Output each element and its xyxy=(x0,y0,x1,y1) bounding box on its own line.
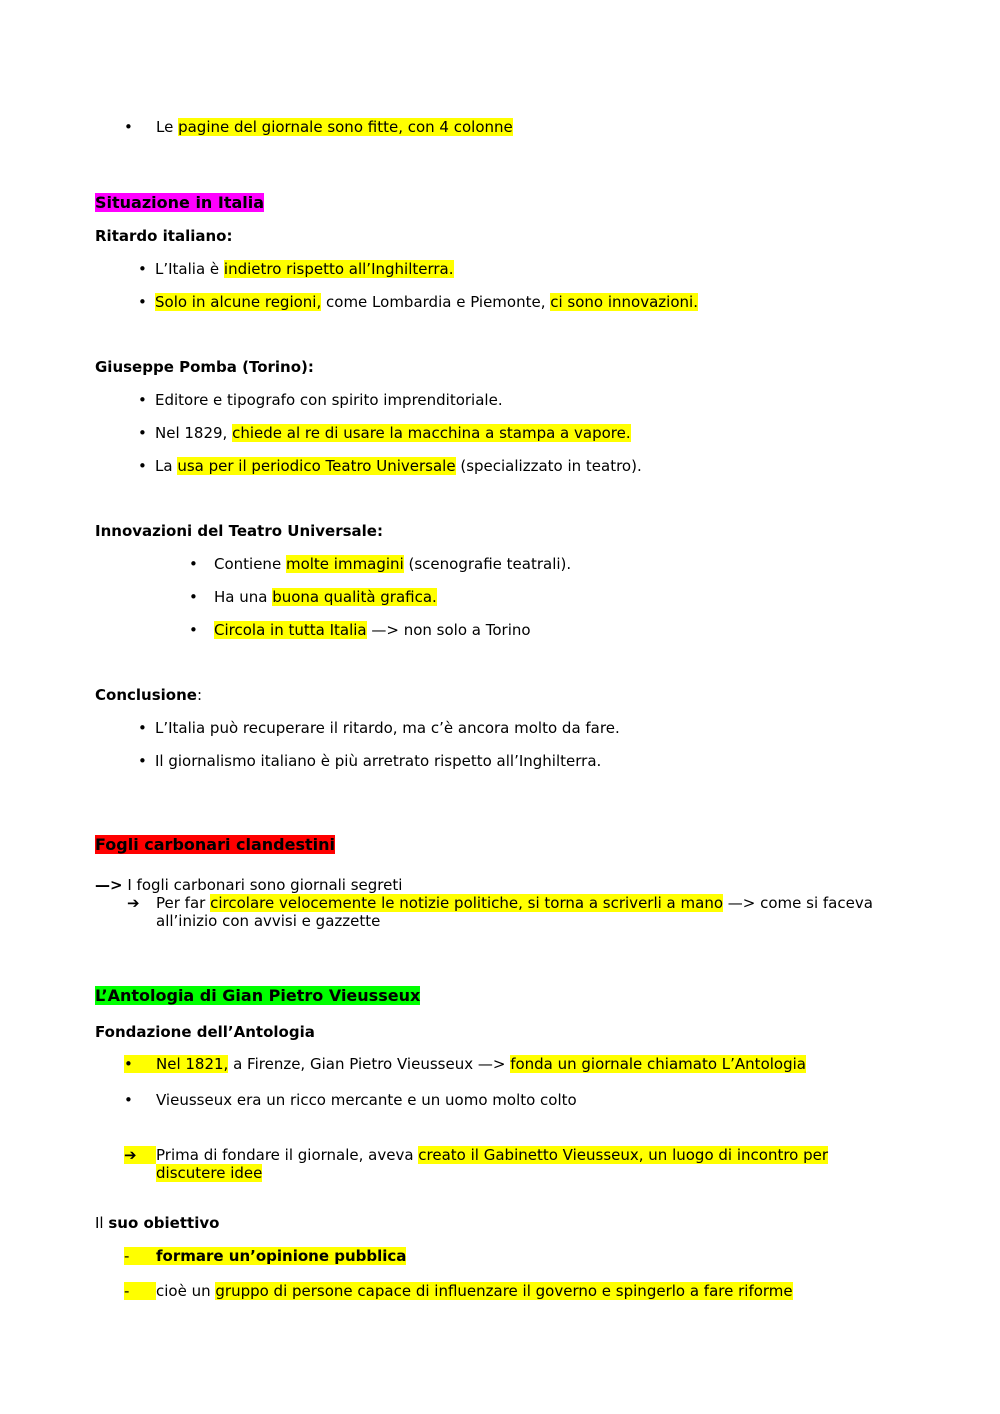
bullet-icon: • xyxy=(138,719,147,737)
list-item-continuation xyxy=(156,1164,262,1182)
bold-text: suo obiettivo xyxy=(108,1214,220,1232)
title-text: Conclusione xyxy=(95,686,197,704)
bullet-icon: • xyxy=(138,391,147,409)
bullet-icon: • xyxy=(189,621,198,639)
text: (specializzato in teatro). xyxy=(455,457,642,475)
highlight: creato il Gabinetto Vieusseux, un luogo di incontro per xyxy=(418,1146,829,1164)
text: Editore e tipografo con spirito imprenditoriale. xyxy=(155,391,503,409)
highlight: pagine del giornale sono fitte, con 4 colonne xyxy=(178,118,513,136)
text: L’Italia è xyxy=(155,260,224,278)
text: L’Italia può recuperare il ritardo, ma c’è ancora molto da fare. xyxy=(155,719,620,737)
section-heading xyxy=(95,194,264,212)
list-item xyxy=(156,1055,806,1073)
subsection-title xyxy=(95,686,202,704)
highlight: discutere idee xyxy=(156,1164,263,1182)
section-heading xyxy=(95,987,420,1005)
highlight: indietro rispetto all’Inghilterra. xyxy=(223,260,454,278)
subsection-title: Fondazione dell’Antologia xyxy=(95,1023,315,1041)
text: a Firenze, Gian Pietro Vieusseux —> xyxy=(228,1055,511,1073)
list-item xyxy=(156,894,873,912)
heading-text: L’Antologia di Gian Pietro Vieusseux xyxy=(95,986,421,1005)
list-item xyxy=(155,752,601,770)
text: Il xyxy=(95,1214,109,1232)
bullet-icon: • xyxy=(138,457,147,475)
list-item xyxy=(214,555,571,573)
list-item xyxy=(156,1247,406,1265)
subsection-title: Ritardo italiano: xyxy=(95,227,233,245)
highlight: usa per il periodico Teatro Universale xyxy=(177,457,456,475)
text: Contiene xyxy=(214,555,286,573)
list-item xyxy=(155,719,620,737)
heading-text: Fogli carbonari clandestini xyxy=(95,835,336,854)
highlight: Circola in tutta Italia xyxy=(214,621,367,639)
paragraph xyxy=(95,876,402,894)
list-item xyxy=(155,391,503,409)
highlight: buona qualità grafica. xyxy=(272,588,437,606)
highlight: circolare velocemente le notizie politiche, si torna a scriverli a mano xyxy=(210,894,724,912)
list-item xyxy=(214,621,531,639)
bullet-icon: • xyxy=(138,752,147,770)
bullet-icon: • xyxy=(124,1055,156,1073)
arrow-right-icon: ➔ xyxy=(127,894,140,912)
bullet-icon: • xyxy=(124,118,133,136)
paragraph xyxy=(95,1214,219,1232)
text: Per far xyxy=(156,894,211,912)
list-item xyxy=(156,118,513,136)
text: Prima di fondare il giornale, aveva xyxy=(156,1146,419,1164)
highlight: molte immagini xyxy=(285,555,404,573)
text: Nel 1829, xyxy=(155,424,233,442)
bullet-icon: • xyxy=(138,260,147,278)
heading-text: Situazione in Italia xyxy=(95,193,265,212)
text: I fogli carbonari sono giornali segreti xyxy=(122,876,403,894)
subsection-title: Giuseppe Pomba (Torino): xyxy=(95,358,314,376)
text: La xyxy=(155,457,178,475)
bullet-icon: • xyxy=(138,293,147,311)
text: Le xyxy=(156,118,179,136)
text: come Lombardia e Piemonte, xyxy=(321,293,551,311)
text: cioè un xyxy=(156,1282,216,1300)
list-item xyxy=(156,1146,828,1164)
list-item xyxy=(155,457,642,475)
highlight: Solo in alcune regioni, xyxy=(155,293,322,311)
highlight: fonda un giornale chiamato L’Antologia xyxy=(510,1055,806,1073)
subsection-title: Innovazioni del Teatro Universale: xyxy=(95,522,383,540)
highlight: formare un’opinione pubblica xyxy=(156,1247,407,1265)
list-item xyxy=(214,588,437,606)
highlight: gruppo di persone capace di influenzare il governo e spingerlo a fare riforme xyxy=(215,1282,793,1300)
highlight: chiede al re di usare la macchina a stampa a vapore. xyxy=(232,424,631,442)
text: Vieusseux era un ricco mercante e un uomo molto colto xyxy=(156,1091,577,1109)
arrow-right-icon: ➔ xyxy=(124,1146,156,1164)
list-item-continuation: all’inizio con avvisi e gazzette xyxy=(156,912,381,930)
colon: : xyxy=(196,686,202,704)
highlight: Nel 1821, xyxy=(156,1055,229,1073)
arrow-icon: —> xyxy=(95,876,123,894)
bullet-icon: • xyxy=(189,555,198,573)
bullet-icon: • xyxy=(189,588,198,606)
dash-icon: - xyxy=(124,1247,156,1265)
bullet-icon: • xyxy=(138,424,147,442)
list-item xyxy=(156,1091,577,1109)
highlight: ci sono innovazioni. xyxy=(550,293,698,311)
list-item xyxy=(156,1282,793,1300)
list-item xyxy=(155,293,698,311)
dash-icon: - xyxy=(124,1282,156,1300)
list-item xyxy=(155,424,631,442)
bullet-icon: • xyxy=(124,1091,133,1109)
text: Ha una xyxy=(214,588,273,606)
text: —> non solo a Torino xyxy=(366,621,531,639)
text: (scenografie teatrali). xyxy=(403,555,572,573)
text: Il giornalismo italiano è più arretrato rispetto all’Inghilterra. xyxy=(155,752,602,770)
text: —> come si faceva xyxy=(723,894,873,912)
section-heading xyxy=(95,836,335,854)
list-item xyxy=(155,260,454,278)
